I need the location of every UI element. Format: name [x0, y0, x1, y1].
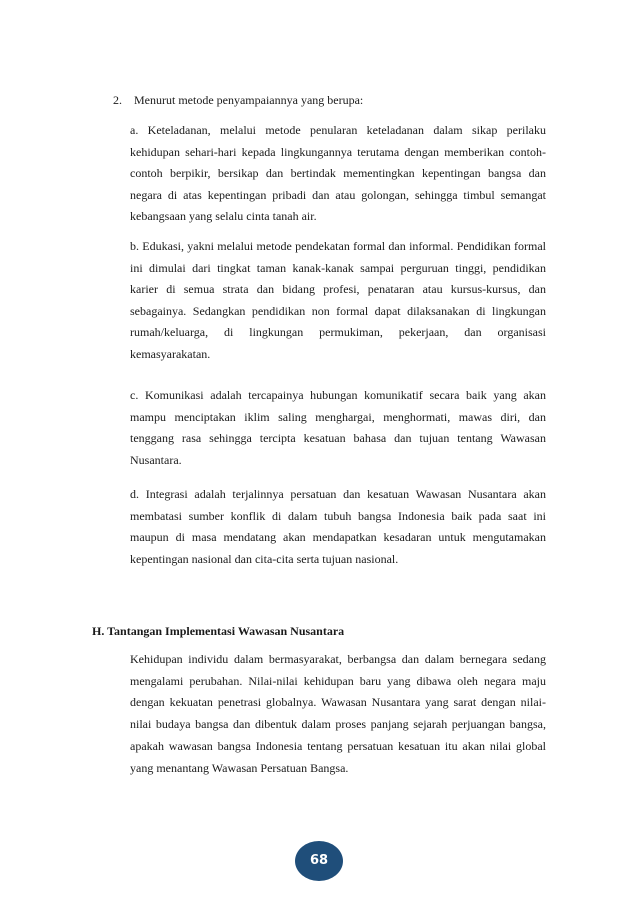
list-item-number: 2. — [113, 93, 122, 107]
list-item-2 — [113, 92, 363, 108]
paragraph-c-komunikasi: c. Komunikasi adalah tercapainya hubungan komunikatif secara baik yang akan mampu menciptakan iklim saling menghargai, menghormati, mawas diri, dan tenggang rasa sehingga tercipta kesatuan bahasa dan tujuan tentang Wawasan Nusantara. — [130, 388, 546, 467]
paragraph-b-edukasi: b. Edukasi, yakni melalui metode pendekatan formal dan informal. Pendidikan formal ini dimulai dari tingkat taman kanak-kanak sampai perguruan tinggi, pendidikan karier di semua strata dan bidang profesi, penataran atau kursus-kursus, dan sebagainya. Sedangkan pendidikan non formal dapat dilaksanakan di lingkungan rumah/keluarga, di lingkungan permukiman, pekerjaan, dan organisasi kemasyarakatan. — [130, 239, 546, 361]
paragraph-a-keteladanan: a. Keteladanan, melalui metode penularan keteladanan dalam sikap perilaku kehidupan sehari-hari kepada lingkungannya terutama dengan memberikan contoh-contoh berpikir, bersikap dan bertindak mementingkan kepentingan bangsa dan negara di atas kepentingan pribadi dan atau golongan, sehingga timbul semangat kebangsaan yang selalu cinta tanah air. — [130, 123, 546, 223]
section-heading-h: H. Tantangan Implementasi Wawasan Nusantara — [92, 624, 345, 638]
page-number-badge: 68 — [295, 841, 343, 881]
paragraph-d-integrasi: d. Integrasi adalah terjalinnya persatuan dan kesatuan Wawasan Nusantara akan membatasi sumber konflik di dalam tubuh bangsa Indonesia baik pada saat ini maupun di masa mendatang akan mendapatkan kesadaran untuk mengutamakan kepentingan nasional dan cita-cita serta tujuan nasional. — [130, 487, 546, 566]
list-item-text: Menurut metode penyampaiannya yang berupa: — [134, 93, 364, 107]
section-h-body: Kehidupan individu dalam bermasyarakat, berbangsa dan dalam bernegara sedang mengalami perubahan. Nilai-nilai kehidupan baru yang dibawa oleh negara maju dengan kekuatan penetrasi globalnya. Wawasan Nusantara yang sarat dengan nilai-nilai budaya bangsa dan dibentuk dalam proses panjang sejarah perjuangan bangsa, apakah wawasan bangsa Indonesia tentang persatuan kesatuan itu akan nilai global yang menantang Wawasan Persatuan Bangsa. — [130, 652, 546, 775]
